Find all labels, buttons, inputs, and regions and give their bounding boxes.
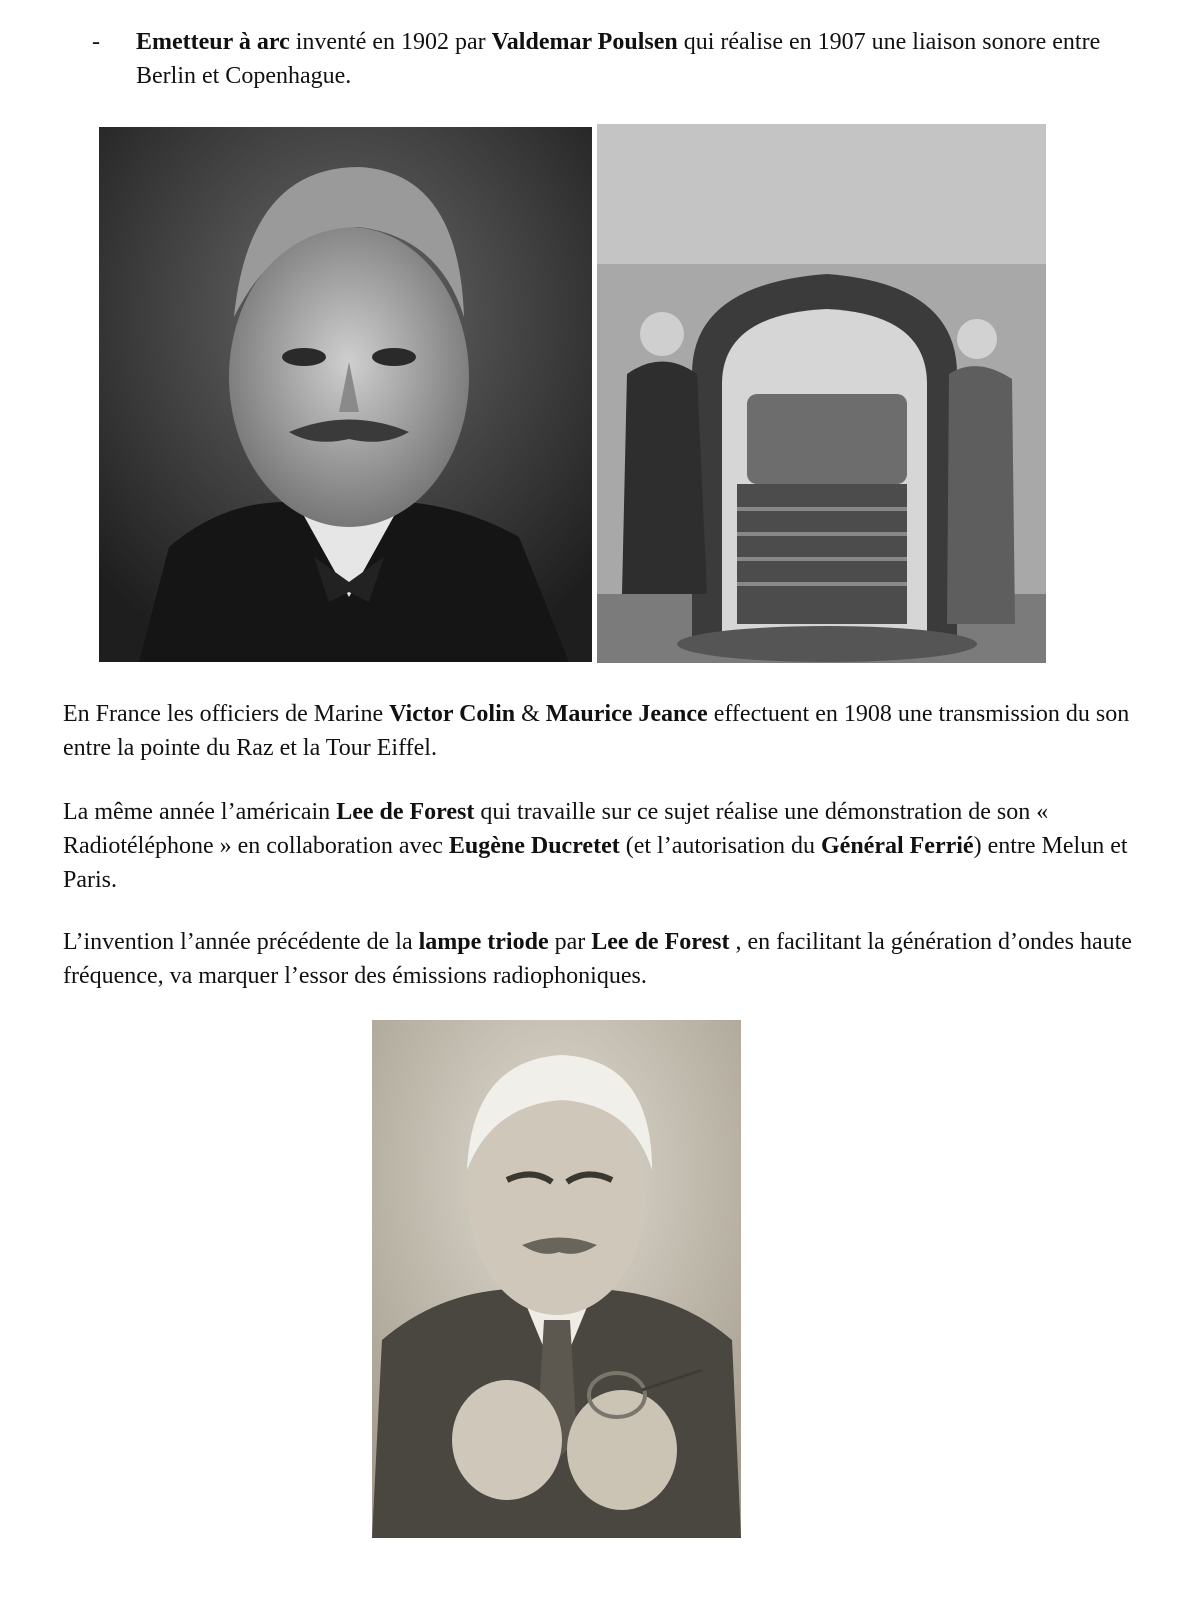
photo-lee-de-forest xyxy=(372,1020,741,1538)
bold-maurice-jeance: Maurice Jeance xyxy=(545,701,708,727)
paragraph-text-part: ) entre Melun et Paris. xyxy=(63,833,1128,893)
bold-victor-colin: Victor Colin xyxy=(389,701,516,727)
paragraph-text-part: par xyxy=(548,929,592,955)
bullet-dash: - xyxy=(92,29,100,55)
paragraph-text-part: effectuent en 1908 une transmission du son entre la pointe du Raz et la Tour Eiffel. xyxy=(63,701,1130,761)
photo-arc-transmitter xyxy=(597,124,1046,663)
paragraph-de-forest-radiotelephone xyxy=(63,795,1143,897)
bold-lee-de-forest: Lee de Forest xyxy=(591,929,730,955)
bold-lampe-triode: lampe triode xyxy=(418,929,549,955)
paragraph-text-part: L’invention l’année précédente de la xyxy=(63,929,419,955)
photo-valdemar-poulsen xyxy=(99,127,592,662)
bold-eugene-ducretet: Eugène Ducretet xyxy=(448,833,620,859)
bullet-text xyxy=(136,25,1146,93)
bold-emetteur-a-arc: Emetteur à arc xyxy=(136,29,290,55)
paragraph-text-part: (et l’autorisation du xyxy=(619,833,821,859)
paragraph-colin-jeance xyxy=(63,697,1143,765)
paragraph-text-part: qui travaille sur ce sujet réalise une démonstration de son « Radiotéléphone » en collaboration avec xyxy=(63,799,1049,859)
bold-general-ferrie: Général Ferrié xyxy=(821,833,974,859)
bold-lee-de-forest: Lee de Forest xyxy=(336,799,475,825)
paragraph-text-part: En France les officiers de Marine xyxy=(63,701,390,727)
paragraph-text-part: & xyxy=(515,701,546,727)
bullet-text-part: qui réalise en 1907 une liaison sonore entre Berlin et Copenhague. xyxy=(136,29,1101,89)
bullet-text-part: inventé en 1902 par xyxy=(289,29,492,55)
paragraph-triode xyxy=(63,925,1143,993)
paragraph-text-part: La même année l’américain xyxy=(63,799,337,825)
bold-valdemar-poulsen: Valdemar Poulsen xyxy=(491,29,678,55)
paragraph-text-part: , en facilitant la génération d’ondes haute fréquence, va marquer l’essor des émissions radiophoniques. xyxy=(63,929,1132,989)
